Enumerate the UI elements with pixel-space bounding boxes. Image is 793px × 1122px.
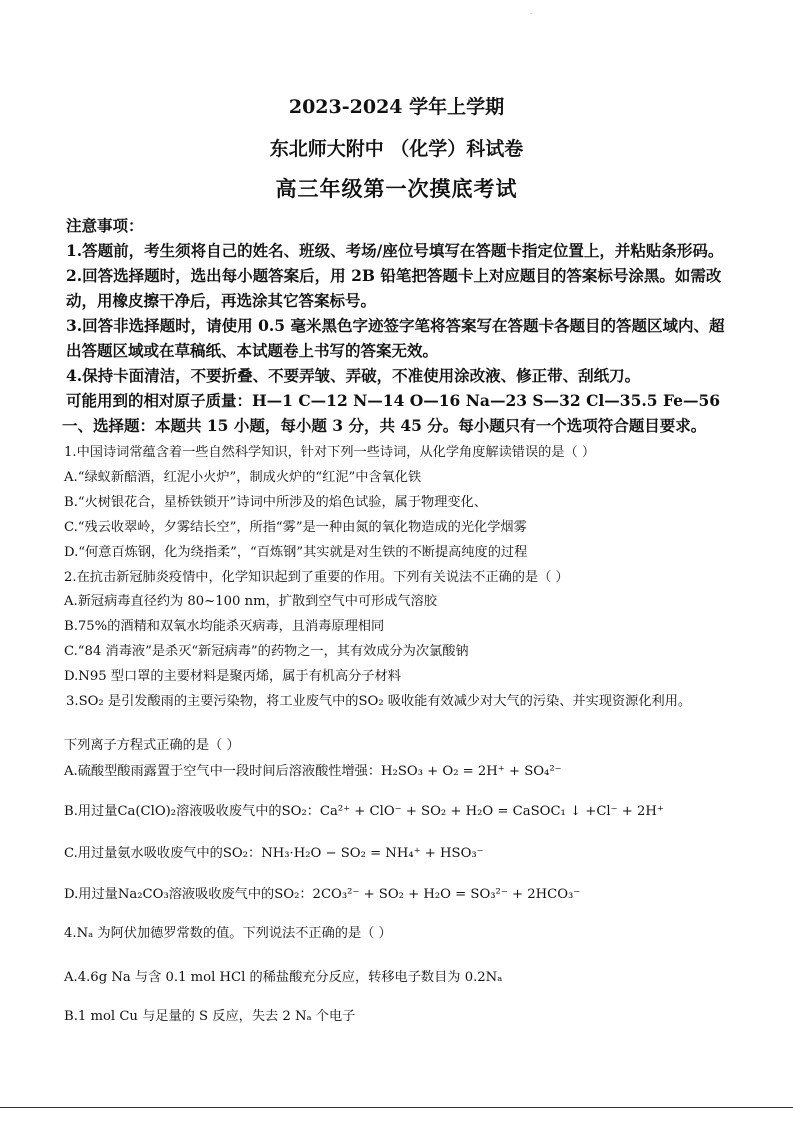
q2-option-a: A.新冠病毒直径约为 80~100 nm，扩散到空气中可形成气溶胶 [64,594,438,609]
note-item-2: 2.回答选择题时，选出每小题答案后，用 2B 铅笔把答题卡上对应题目的答案标号涂黑。如需改 [66,266,722,285]
note-item-1: 1.答题前，考生须将自己的姓名、班级、考场/座位号填写在答题卡指定位置上，并粘贴条形码。 [66,241,724,260]
title-school-subject: 东北师大附中 （化学）科试卷 [269,138,524,160]
q4-stem: 4.Nₐ 为阿伏加德罗常数的值。下列说法不正确的是（ ） [64,926,392,941]
q1-stem: 1.中国诗词常蕴含着一些自然科学知识，针对下列一些诗词，从化学角度解读错误的是（ ） [64,445,596,460]
q1-option-b: B.“火树银花合，星桥铁锁开”诗词中所涉及的焰色试验，属于物理变化、 [64,495,487,510]
q3-lead: 下列离子方程式正确的是（ ） [64,738,240,753]
q3-option-a: A.硫酸型酸雨露置于空气中一段时间后溶液酸性增强：H₂SO₃ + O₂ = 2H⁺ + SO₄²⁻ [64,764,562,779]
q1-option-a: A.“绿蚁新醅酒，红泥小火炉”，制成火炉的“红泥”中含氧化铁 [64,470,422,485]
note-item-3-cont: 出答题区域或在草稿纸、本试题卷上书写的答案无效。 [66,341,439,360]
note-item-4: 4.保持卡面清洁，不要折叠、不要弄皱、弄破，不准使用涂改液、修正带、刮纸刀。 [66,366,641,385]
title-exam-name: 高三年级第一次摸底考试 [275,176,518,201]
note-item-3: 3.回答非选择题时，请使用 0.5 毫米黑色字迹签字笔将答案写在答题卡各题目的答题区域内、超 [66,316,725,335]
q4-option-b: B.1 mol Cu 与足量的 S 反应，失去 2 Nₐ 个电子 [64,1009,356,1024]
atomic-masses: 可能用到的相对原子质量：H—1 C—12 N—14 O—16 Na—23 S—32 Cl—35.5 Fe—56 [66,391,721,410]
q3-stem: 3.SO₂ 是引发酸雨的主要污染物，将工业废气中的SO₂ 吸收能有效减少对大气的污染、并实现资源化利用。 [66,694,692,709]
page-mark: · [530,10,533,18]
q1-option-d: D.“何意百炼钢，化为绕指柔”，“百炼钢”其实就是对生铁的不断提高纯度的过程 [64,545,528,560]
q3-option-c: C.用过量氨水吸收废气中的SO₂：NH₃·H₂O − SO₂ = NH₄⁺ + HSO₃⁻ [64,846,484,861]
page-bottom-rule [0,1107,793,1108]
q4-option-a: A.4.6g Na 与含 0.1 mol HCl 的稀盐酸充分反应，转移电子数目为 0.2Nₐ [64,970,503,985]
q2-option-b: B.75%的酒精和双氧水均能杀灭病毒，且消毒原理相同 [64,619,385,634]
notes-heading: 注意事项： [66,216,144,235]
q3-option-b: B.用过量Ca(ClO)₂溶液吸收废气中的SO₂：Ca²⁺ + ClO⁻ + SO₂ + H₂O = CaSOC₁ ↓ +Cl⁻ + 2H⁺ [64,804,664,819]
note-item-2-cont: 动，用橡皮擦干净后，再选涂其它答案标号。 [66,291,377,310]
q3-option-d: D.用过量Na₂CO₃溶液吸收废气中的SO₂：2CO₃²⁻ + SO₂ + H₂O = SO₃²⁻ + 2HCO₃⁻ [64,887,581,902]
title-year-term: 2023-2024 学年上学期 [288,96,505,118]
q2-option-d: D.N95 型口罩的主要材料是聚丙烯，属于有机高分子材料 [64,669,401,684]
q1-option-c: C.“残云收翠岭，夕雾结长空”，所指“雾”是一种由氮的氧化物造成的光化学烟雾 [64,520,527,535]
section1-heading: 一、选择题：本题共 15 小题，每小题 3 分，共 45 分。每小题只有一个选项符合题目要求。 [62,416,707,435]
q2-stem: 2.在抗击新冠肺炎疫情中，化学知识起到了重要的作用。下列有关说法不正确的是（ ） [64,570,569,585]
q2-option-c: C.“84 消毒液”是杀灭“新冠病毒”的药物之一，其有效成分为次氯酸钠 [64,644,469,659]
